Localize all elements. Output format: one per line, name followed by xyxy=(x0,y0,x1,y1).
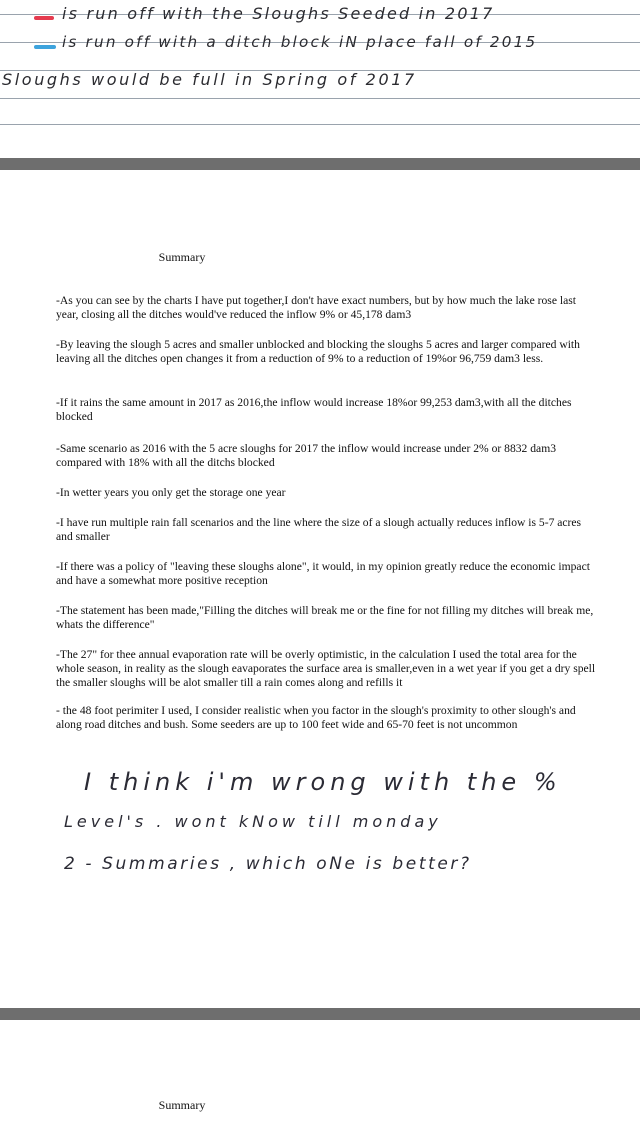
summary-paragraph: -If there was a policy of "leaving these sloughs alone", it would, in my opinion greatly reduce the economic impact and have a somewhat more positive reception xyxy=(56,560,590,587)
summary-paragraph: -In wetter years you only get the storage one year xyxy=(56,486,286,499)
handwritten-note: I think i'm wrong with the % xyxy=(84,768,562,796)
summary-paragraph: -By leaving the slough 5 acres and smaller unblocked and blocking the sloughs 5 acres and larger compared with leaving all the ditches open changes it from a reduction of 9% to a reduction of 19%or 96,759 dam3 less. xyxy=(56,338,580,365)
ruled-line xyxy=(0,124,640,125)
summary-paragraph: -The statement has been made,"Filling the ditches will break me or the fine for not filling my ditches will break me, whats the difference" xyxy=(56,604,594,631)
handwritten-note: Level's . wont kNow till monday xyxy=(64,812,442,831)
legend-line-blue: is run off with a ditch block iN place fall of 2015 xyxy=(62,33,538,51)
handwritten-note: 2 - Summaries , which oNe is better? xyxy=(64,854,472,874)
ruled-line xyxy=(0,98,640,99)
summary-paragraph: -Same scenario as 2016 with the 5 acre sloughs for 2017 the inflow would increase under 2% or 8832 dam3 compared with 18% with all the ditchs blocked xyxy=(56,442,557,469)
legend-line-red: is run off with the Sloughs Seeded in 2017 xyxy=(62,4,495,23)
blue-legend-swatch xyxy=(34,45,56,49)
legend-line-note: Sloughs would be full in Spring of 2017 xyxy=(2,70,417,89)
summary-paragraph: -I have run multiple rain fall scenarios and the line where the size of a slough actually reduces inflow is 5-7 acres and smaller xyxy=(56,516,582,543)
page-title: Summary xyxy=(158,250,206,264)
page-divider xyxy=(0,1008,640,1020)
page-title: Summary xyxy=(158,1098,206,1112)
document-page-2 xyxy=(0,1020,640,1136)
summary-paragraph: - the 48 foot perimiter I used, I consider realistic when you factor in the slough's proximity to other slough's and along road ditches and bush. Some seeders are up to 100 feet wide and 65-70 feet is not uncommon xyxy=(56,704,576,731)
summary-paragraph: -If it rains the same amount in 2017 as 2016,the inflow would increase 18%or 99,253 dam3,with all the ditches blocked xyxy=(56,396,572,423)
document-page-1 xyxy=(0,170,640,1008)
page-divider xyxy=(0,158,640,170)
red-legend-swatch xyxy=(34,16,54,20)
chart-legend-strip xyxy=(0,0,640,158)
summary-paragraph: -As you can see by the charts I have put together,I don't have exact numbers, but by how much the lake rose last year, closing all the ditches would've reduced the inflow 9% or 45,178 dam3 xyxy=(56,294,576,321)
summary-paragraph: -The 27" for thee annual evaporation rate will be overly optimistic, in the calculation I used the total area for the whole season, in reality as the slough eavaporates the surface area is smaller,even in a wet year if you get a dry spell the smaller sloughs will be alot smaller till a rain comes along and refills it xyxy=(56,648,596,689)
